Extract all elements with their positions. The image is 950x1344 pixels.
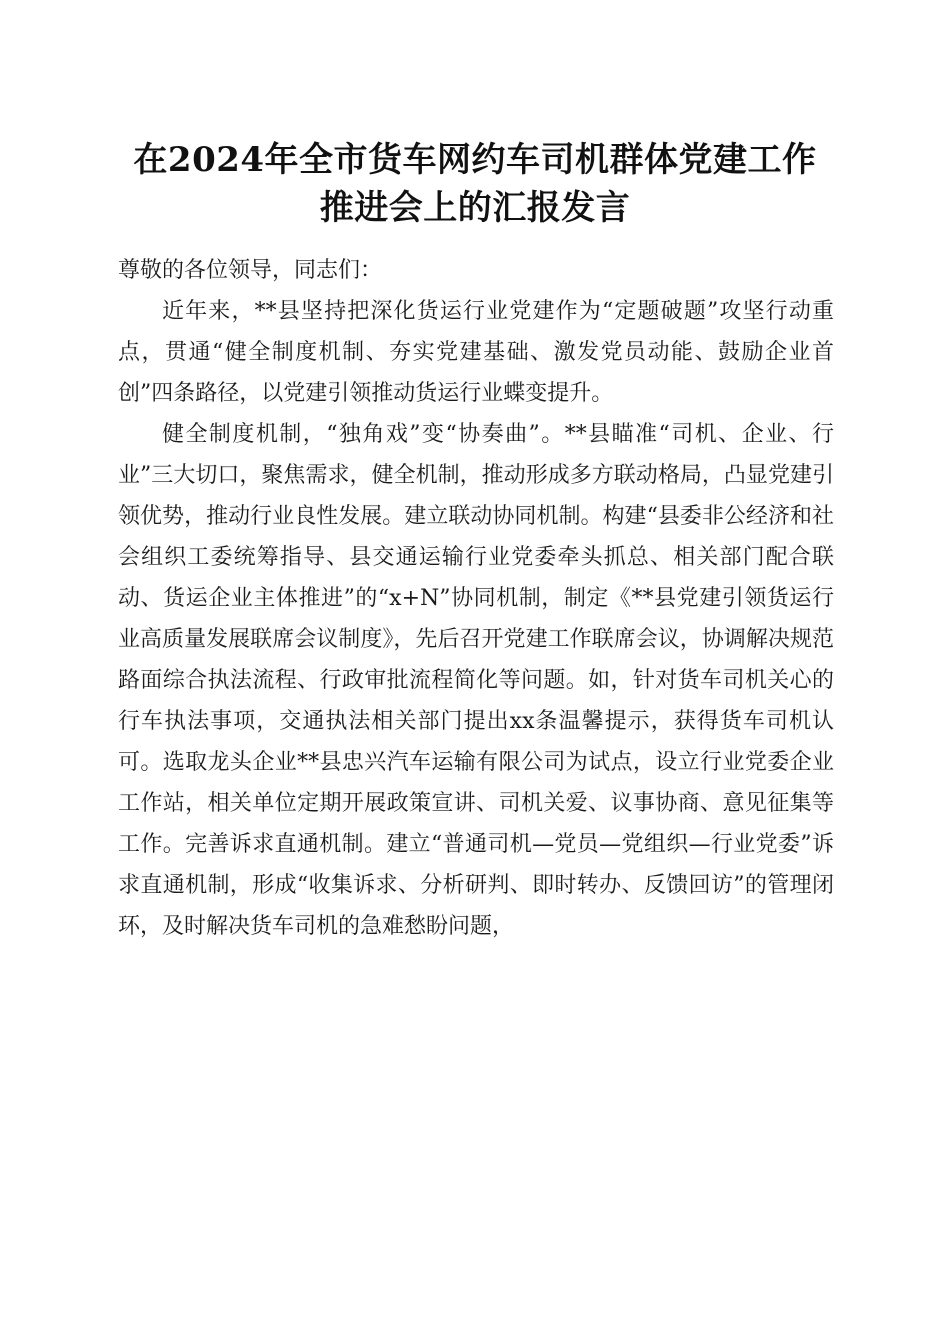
salutation: 尊敬的各位领导，同志们：	[118, 258, 383, 283]
paragraph-intro: 近年来，**县坚持把深化货运行业党建作为“定题破题”攻坚行动重点，贯通“健全制度机制、夯实党建基础、激发党员动能、鼓励企业首创”四条路径，以党建引领推动货运行业蝶变提升。	[118, 299, 834, 406]
title-line-2: 推进会上的汇报发言	[319, 188, 631, 228]
document-title	[100, 136, 850, 232]
title-line-1: 在2024年全市货车网约车司机群体党建工作	[133, 140, 817, 180]
paragraph-mechanism: 健全制度机制，“独角戏”变“协奏曲”。**县瞄准“司机、企业、行业”三大切口，聚焦需求，健全机制，推动形成多方联动格局，凸显党建引领优势，推动行业良性发展。建立联动协同机制。构建“县委非公经济和社会组织工委统筹指导、县交通运输行业党委牵头抓总、相关部门配合联动、货运企业主体推进”的“x+N”协同机制，制定《**县党建引领货运行业高质量发展联席会议制度》，先后召开党建工作联席会议，协调解决规范路面综合执法流程、行政审批流程简化等问题。如，针对货车司机关心的行车执法事项，交通执法相关部门提出xx条温馨提示，获得货车司机认可。选取龙头企业**县忠兴汽车运输有限公司为试点，设立行业党委企业工作站，相关单位定期开展政策宣讲、司机关爱、议事协商、意见征集等工作。完善诉求直通机制。建立“普通司机—党员—党组织—行业党委”诉求直通机制，形成“收集诉求、分析研判、即时转办、反馈回访”的管理闭环，及时解决货车司机的急难愁盼问题，	[118, 422, 834, 939]
document-body	[118, 250, 834, 947]
